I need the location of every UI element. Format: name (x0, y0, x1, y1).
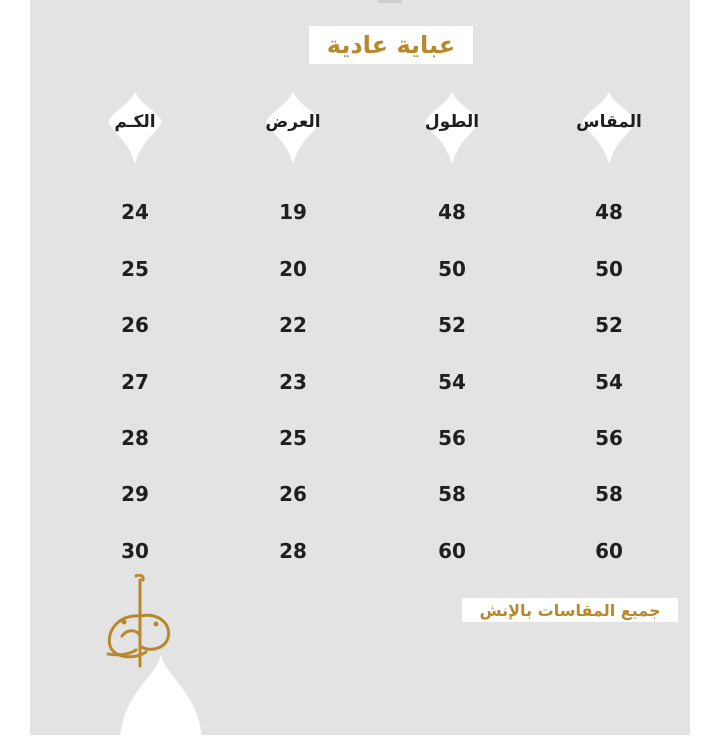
dome-icon (116, 654, 206, 735)
table-cell: 56 (595, 426, 623, 450)
table-cell: 48 (595, 200, 623, 224)
column-label: المقاس (576, 112, 642, 132)
table-cell: 26 (121, 313, 149, 337)
table-cell: 23 (279, 370, 307, 394)
table-cell: 22 (279, 313, 307, 337)
table-cell: 19 (279, 200, 307, 224)
units-note-box (462, 598, 678, 622)
top-divider (378, 0, 402, 3)
table-cell: 58 (595, 482, 623, 506)
table-cell: 25 (121, 257, 149, 281)
table-cell: 30 (121, 539, 149, 563)
table-cell: 54 (595, 370, 623, 394)
table-cell: 60 (438, 539, 466, 563)
table-cell: 50 (595, 257, 623, 281)
column-label: الطول (424, 112, 480, 132)
table-cell: 58 (438, 482, 466, 506)
table-cell: 27 (121, 370, 149, 394)
column-header-sleeve (90, 92, 180, 164)
column-label: الكـم (114, 112, 156, 132)
table-cell: 25 (279, 426, 307, 450)
page-title: عباية عادية (326, 31, 456, 59)
column-header-length (407, 92, 497, 164)
table-cell: 50 (438, 257, 466, 281)
size-chart-card (30, 0, 690, 735)
table-cell: 20 (279, 257, 307, 281)
table-cell: 24 (121, 200, 149, 224)
title-label-box (309, 26, 473, 64)
table-cell: 48 (438, 200, 466, 224)
table-cell: 28 (279, 539, 307, 563)
table-cell: 26 (279, 482, 307, 506)
table-cell: 52 (438, 313, 466, 337)
table-cell: 54 (438, 370, 466, 394)
table-cell: 29 (121, 482, 149, 506)
units-note: جميع المقاسات بالإنش (479, 600, 661, 620)
column-header-width (248, 92, 338, 164)
table-cell: 56 (438, 426, 466, 450)
column-header-size (564, 92, 654, 164)
column-label: العرض (265, 112, 321, 132)
table-cell: 52 (595, 313, 623, 337)
table-cell: 28 (121, 426, 149, 450)
table-cell: 60 (595, 539, 623, 563)
